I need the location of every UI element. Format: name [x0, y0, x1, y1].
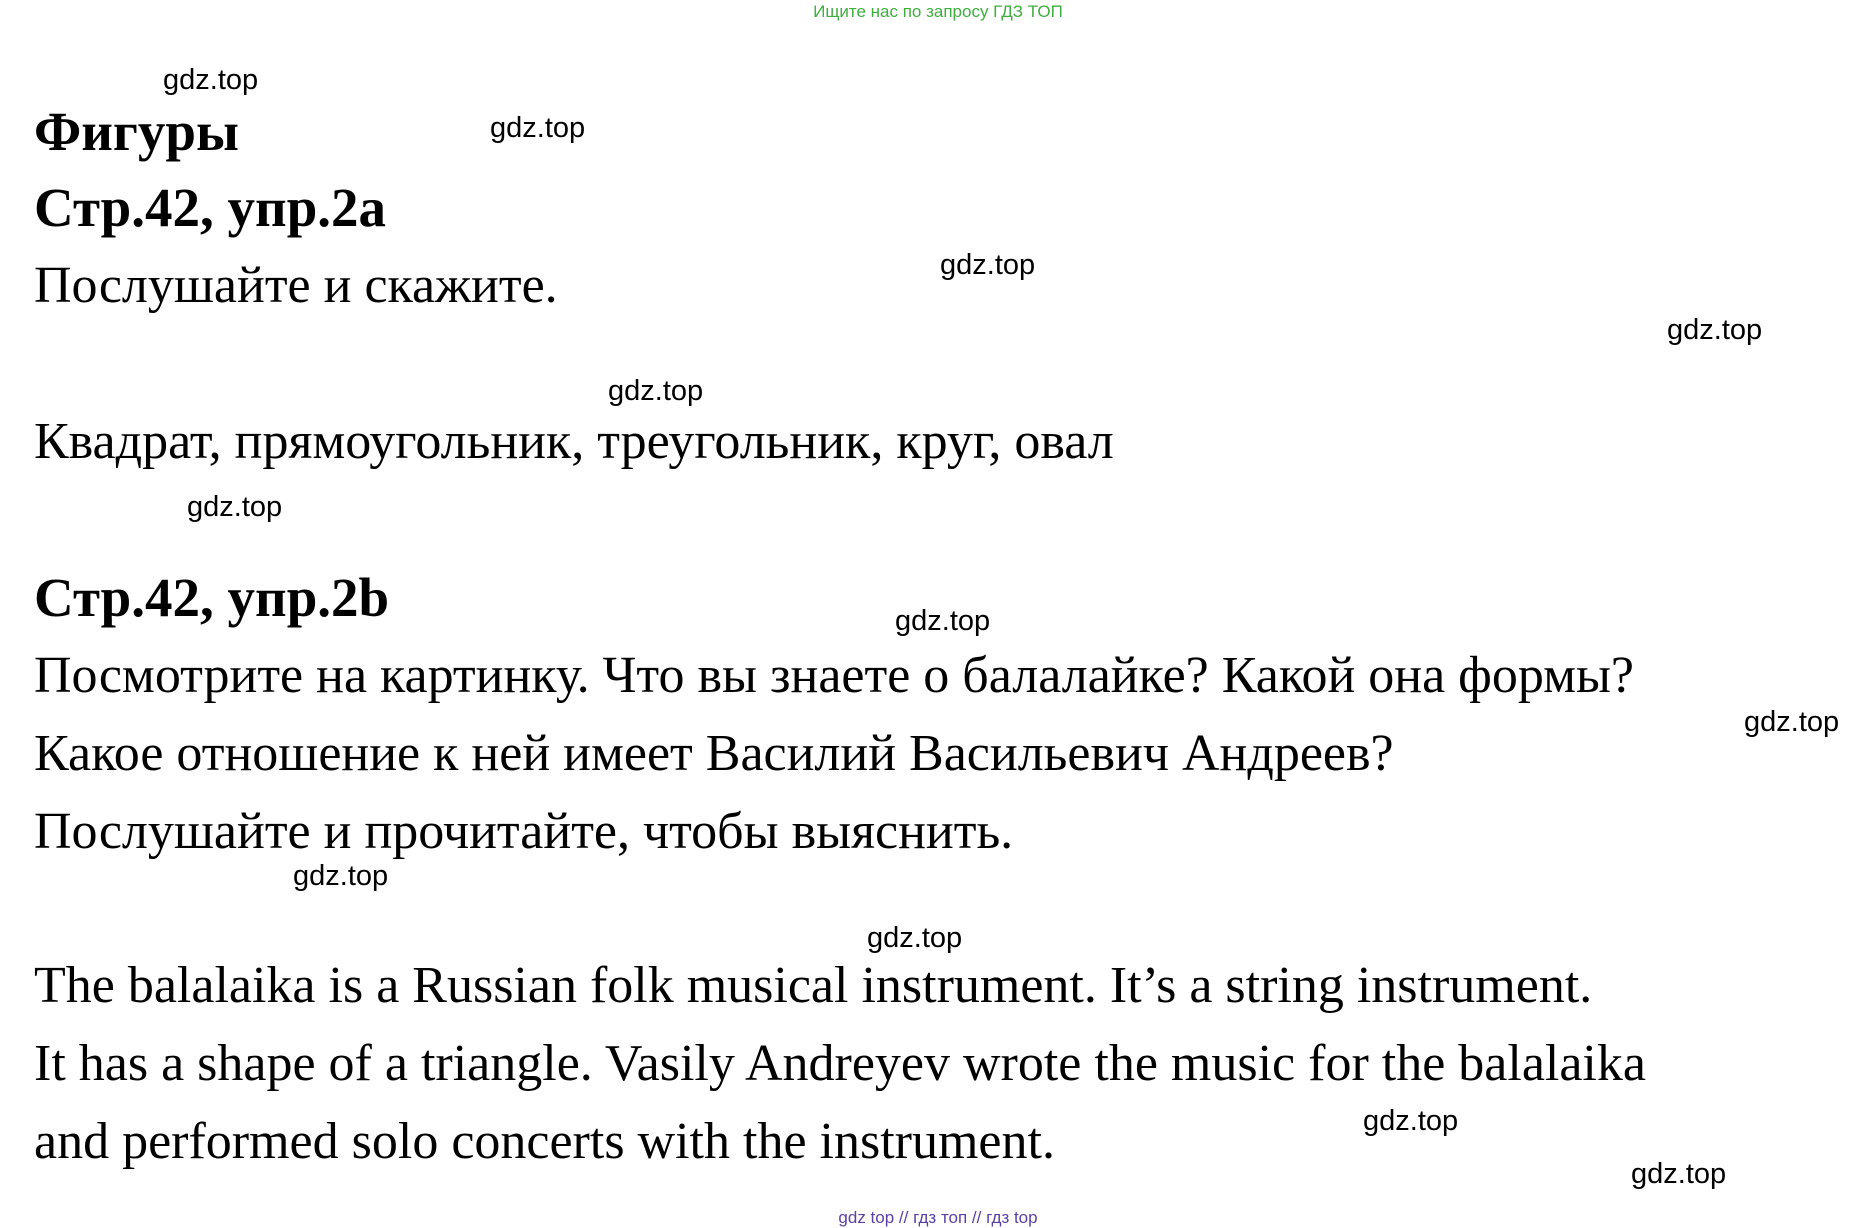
watermark: gdz.top: [867, 922, 963, 954]
section-b-answer-line: It has a shape of a triangle. Vasily Andreyev wrote the music for the balalaika: [34, 1035, 1646, 1092]
footer: gdz top // гдз топ // гдз top: [838, 1208, 1038, 1227]
watermark: gdz.top: [1631, 1158, 1727, 1190]
section-b-answer-line: The balalaika is a Russian folk musical instrument. It’s a string instrument.: [34, 957, 1593, 1014]
watermark: gdz.top: [163, 64, 259, 96]
section-a-instruction: Послушайте и скажите.: [34, 257, 558, 314]
watermark: gdz.top: [1744, 706, 1840, 738]
section-b-answer-line: and performed solo concerts with the instrument.: [34, 1113, 1055, 1170]
watermark: gdz.top: [1363, 1105, 1459, 1137]
watermark: gdz.top: [1667, 314, 1763, 346]
page-title: Фигуры: [34, 101, 239, 162]
section-b-task-line: Какое отношение к ней имеет Василий Васильевич Андреев?: [34, 725, 1394, 782]
section-b-task-line: Посмотрите на картинку. Что вы знаете о балалайке? Какой она формы?: [34, 647, 1635, 704]
watermark: gdz.top: [940, 249, 1036, 281]
section-a-heading: Стр.42, упр.2a: [34, 177, 387, 238]
watermark: gdz.top: [187, 491, 283, 523]
watermark: gdz.top: [490, 112, 586, 144]
watermark: gdz.top: [608, 375, 704, 407]
section-b-task-line: Послушайте и прочитайте, чтобы выяснить.: [34, 803, 1014, 860]
section-a-answer: Квадрат, прямоугольник, треугольник, круг, овал: [34, 413, 1114, 470]
section-b-heading: Стр.42, упр.2b: [34, 567, 390, 628]
watermark: gdz.top: [895, 605, 991, 637]
watermark: gdz.top: [293, 860, 389, 892]
top-banner: Ищите нас по запросу ГДЗ ТОП: [813, 2, 1063, 21]
